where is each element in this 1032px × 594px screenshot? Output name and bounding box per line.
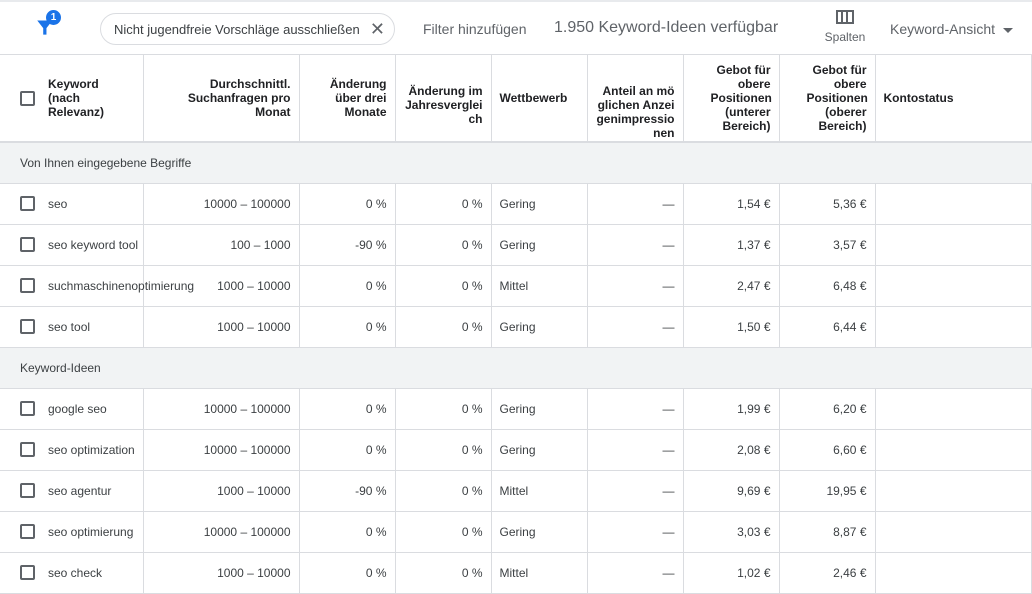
cell: — xyxy=(587,470,683,511)
columns-button[interactable] xyxy=(820,10,870,44)
account-status-cell xyxy=(875,183,1032,224)
row-checkbox[interactable] xyxy=(20,401,35,416)
cell: 1,02 € xyxy=(683,552,779,593)
cell: 0 % xyxy=(299,552,395,593)
cell: suchmaschinenoptimierung xyxy=(48,265,143,306)
column-header[interactable]: Wettbewerb xyxy=(491,55,587,142)
cell: 100 – 1000 xyxy=(143,224,299,265)
cell: — xyxy=(587,183,683,224)
cell: — xyxy=(587,306,683,347)
cell: google seo xyxy=(48,388,143,429)
column-header[interactable]: Durchschnittl. Suchanfragen pro Monat xyxy=(143,55,299,142)
cell: -90 % xyxy=(299,224,395,265)
chevron-down-icon xyxy=(1003,28,1013,33)
cell: 0 % xyxy=(395,388,491,429)
cell: 2,08 € xyxy=(683,429,779,470)
cell: 1000 – 10000 xyxy=(143,306,299,347)
cell: 1,50 € xyxy=(683,306,779,347)
columns-label: Spalten xyxy=(824,30,866,44)
cell: 0 % xyxy=(395,224,491,265)
checkbox[interactable] xyxy=(20,91,35,106)
cell: 6,44 € xyxy=(779,306,875,347)
row-checkbox[interactable] xyxy=(20,565,35,580)
cell: Gering xyxy=(491,183,587,224)
cell: 1,37 € xyxy=(683,224,779,265)
cell: — xyxy=(587,511,683,552)
table-row[interactable] xyxy=(0,429,1032,470)
cell: — xyxy=(587,388,683,429)
account-status-cell xyxy=(875,470,1032,511)
adult-filter-chip[interactable] xyxy=(100,13,395,45)
cell: 1000 – 10000 xyxy=(143,265,299,306)
table-row[interactable] xyxy=(0,183,1032,224)
row-checkbox[interactable] xyxy=(20,319,35,334)
select-all-checkbox[interactable] xyxy=(0,55,48,142)
cell: 5,36 € xyxy=(779,183,875,224)
account-status-cell xyxy=(875,429,1032,470)
table-row[interactable] xyxy=(0,470,1032,511)
table-row[interactable] xyxy=(0,306,1032,347)
cell: 0 % xyxy=(395,511,491,552)
cell: — xyxy=(587,224,683,265)
column-header[interactable]: Änderung im Jahresvergleich xyxy=(395,55,491,142)
cell: 10000 – 100000 xyxy=(143,388,299,429)
cell: 19,95 € xyxy=(779,470,875,511)
cell: 1,99 € xyxy=(683,388,779,429)
cell: 2,47 € xyxy=(683,265,779,306)
table-row[interactable] xyxy=(0,388,1032,429)
row-checkbox[interactable] xyxy=(20,483,35,498)
row-checkbox[interactable] xyxy=(20,278,35,293)
cell: seo check xyxy=(48,552,143,593)
cell: 6,60 € xyxy=(779,429,875,470)
table-row[interactable] xyxy=(0,224,1032,265)
cell: 10000 – 100000 xyxy=(143,511,299,552)
close-icon[interactable]: ✕ xyxy=(369,19,385,39)
cell: — xyxy=(587,265,683,306)
cell: 3,03 € xyxy=(683,511,779,552)
keyword-table xyxy=(0,55,1032,594)
account-status-cell xyxy=(875,388,1032,429)
row-checkbox[interactable] xyxy=(20,524,35,539)
view-label: Keyword-Ansicht xyxy=(890,21,996,37)
cell: 8,87 € xyxy=(779,511,875,552)
row-checkbox[interactable] xyxy=(20,442,35,457)
cell: 0 % xyxy=(299,511,395,552)
cell: 10000 – 100000 xyxy=(143,429,299,470)
cell: 0 % xyxy=(299,183,395,224)
cell: seo agentur xyxy=(48,470,143,511)
cell: 10000 – 100000 xyxy=(143,183,299,224)
cell: seo tool xyxy=(48,306,143,347)
cell: Gering xyxy=(491,224,587,265)
account-status-cell xyxy=(875,224,1032,265)
cell: 6,20 € xyxy=(779,388,875,429)
cell: 1000 – 10000 xyxy=(143,552,299,593)
cell: Gering xyxy=(491,306,587,347)
ideas-count: 1.950 Keyword-Ideen verfügbar xyxy=(554,19,779,36)
cell: 0 % xyxy=(395,306,491,347)
row-checkbox[interactable] xyxy=(20,196,35,211)
row-checkbox[interactable] xyxy=(20,237,35,252)
group-row xyxy=(0,347,1032,388)
cell: 0 % xyxy=(299,265,395,306)
account-status-cell xyxy=(875,306,1032,347)
cell: Mittel xyxy=(491,470,587,511)
column-header[interactable]: Keyword (nach Relevanz) xyxy=(48,55,143,142)
cell: seo keyword tool xyxy=(48,224,143,265)
cell: 6,48 € xyxy=(779,265,875,306)
column-header[interactable]: Gebot für obere Positionen (oberer Bereich) xyxy=(779,55,875,142)
cell: Mittel xyxy=(491,552,587,593)
cell: Gering xyxy=(491,511,587,552)
cell: seo optimization xyxy=(48,429,143,470)
column-header[interactable]: Gebot für obere Positionen (unterer Bereich) xyxy=(683,55,779,142)
table-row[interactable] xyxy=(0,265,1032,306)
cell: 0 % xyxy=(395,183,491,224)
filter-count-badge: 1 xyxy=(46,10,61,25)
table-row[interactable] xyxy=(0,552,1032,593)
cell: seo xyxy=(48,183,143,224)
cell: 9,69 € xyxy=(683,470,779,511)
cell: 1,54 € xyxy=(683,183,779,224)
columns-icon xyxy=(836,10,854,24)
cell: 0 % xyxy=(299,388,395,429)
group-title: Keyword-Ideen xyxy=(0,347,1032,388)
cell: 2,46 € xyxy=(779,552,875,593)
column-header[interactable]: Anteil an möglichen Anzeigenimpressionen xyxy=(587,55,683,142)
cell: 0 % xyxy=(299,306,395,347)
add-filter-button[interactable]: Filter hinzufügen xyxy=(423,21,527,37)
cell: — xyxy=(587,429,683,470)
cell: 0 % xyxy=(299,429,395,470)
account-status-cell xyxy=(875,265,1032,306)
cell: 0 % xyxy=(395,470,491,511)
cell: 1000 – 10000 xyxy=(143,470,299,511)
table-row[interactable] xyxy=(0,511,1032,552)
chip-label: Nicht jugendfreie Vorschläge ausschließen xyxy=(114,21,360,37)
column-header[interactable]: Kontostatus xyxy=(875,55,1032,142)
group-row xyxy=(0,142,1032,183)
cell: 3,57 € xyxy=(779,224,875,265)
account-status-cell xyxy=(875,511,1032,552)
cell: -90 % xyxy=(299,470,395,511)
toolbar xyxy=(0,0,1032,55)
cell: 0 % xyxy=(395,429,491,470)
cell: Mittel xyxy=(491,265,587,306)
column-header[interactable]: Änderung über drei Monate xyxy=(299,55,395,142)
cell: — xyxy=(587,552,683,593)
cell: Gering xyxy=(491,388,587,429)
group-title: Von Ihnen eingegebene Begriffe xyxy=(0,142,1032,183)
cell: 0 % xyxy=(395,265,491,306)
cell: Gering xyxy=(491,429,587,470)
account-status-cell xyxy=(875,552,1032,593)
cell: 0 % xyxy=(395,552,491,593)
cell: seo optimierung xyxy=(48,511,143,552)
view-dropdown[interactable] xyxy=(890,21,1013,37)
